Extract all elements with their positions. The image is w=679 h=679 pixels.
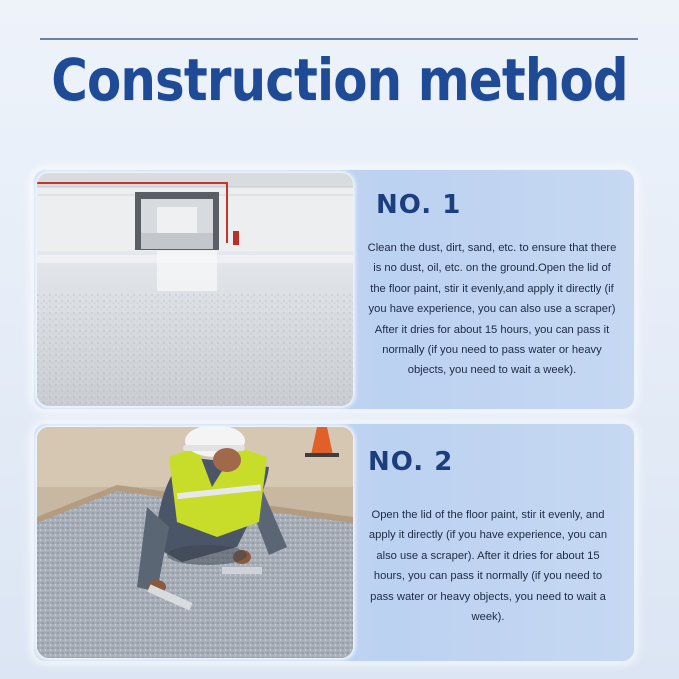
page-title: Construction method xyxy=(51,46,628,114)
step-1-description: Clean the dust, dirt, sand, etc. to ensure that there is no dust, oil, etc. on the ground.Open the lid of the floor paint, stir it evenly,and apply it directly (if you have experience, you can also use a scraper) After it dries for about 15 hours, you can pass it normally (if you need to pass water or heavy objects, you need to wait a week). xyxy=(367,242,617,377)
top-divider xyxy=(40,38,638,40)
step-card-1 xyxy=(34,170,634,409)
step-1-label: NO. 1 xyxy=(376,190,462,220)
step-2-description: Open the lid of the floor paint, stir it evenly, and apply it directly (if you have experience, you can also use a scraper). After it dries for about 15 hours, you can pass it normally (if you need to pass water or heavy objects, you need to wait a week). xyxy=(368,509,608,624)
warehouse-floor-photo xyxy=(37,173,353,406)
worker-applying-paint-photo xyxy=(37,427,353,658)
step-2-label: NO. 2 xyxy=(368,447,454,477)
step-card-2 xyxy=(34,424,634,661)
